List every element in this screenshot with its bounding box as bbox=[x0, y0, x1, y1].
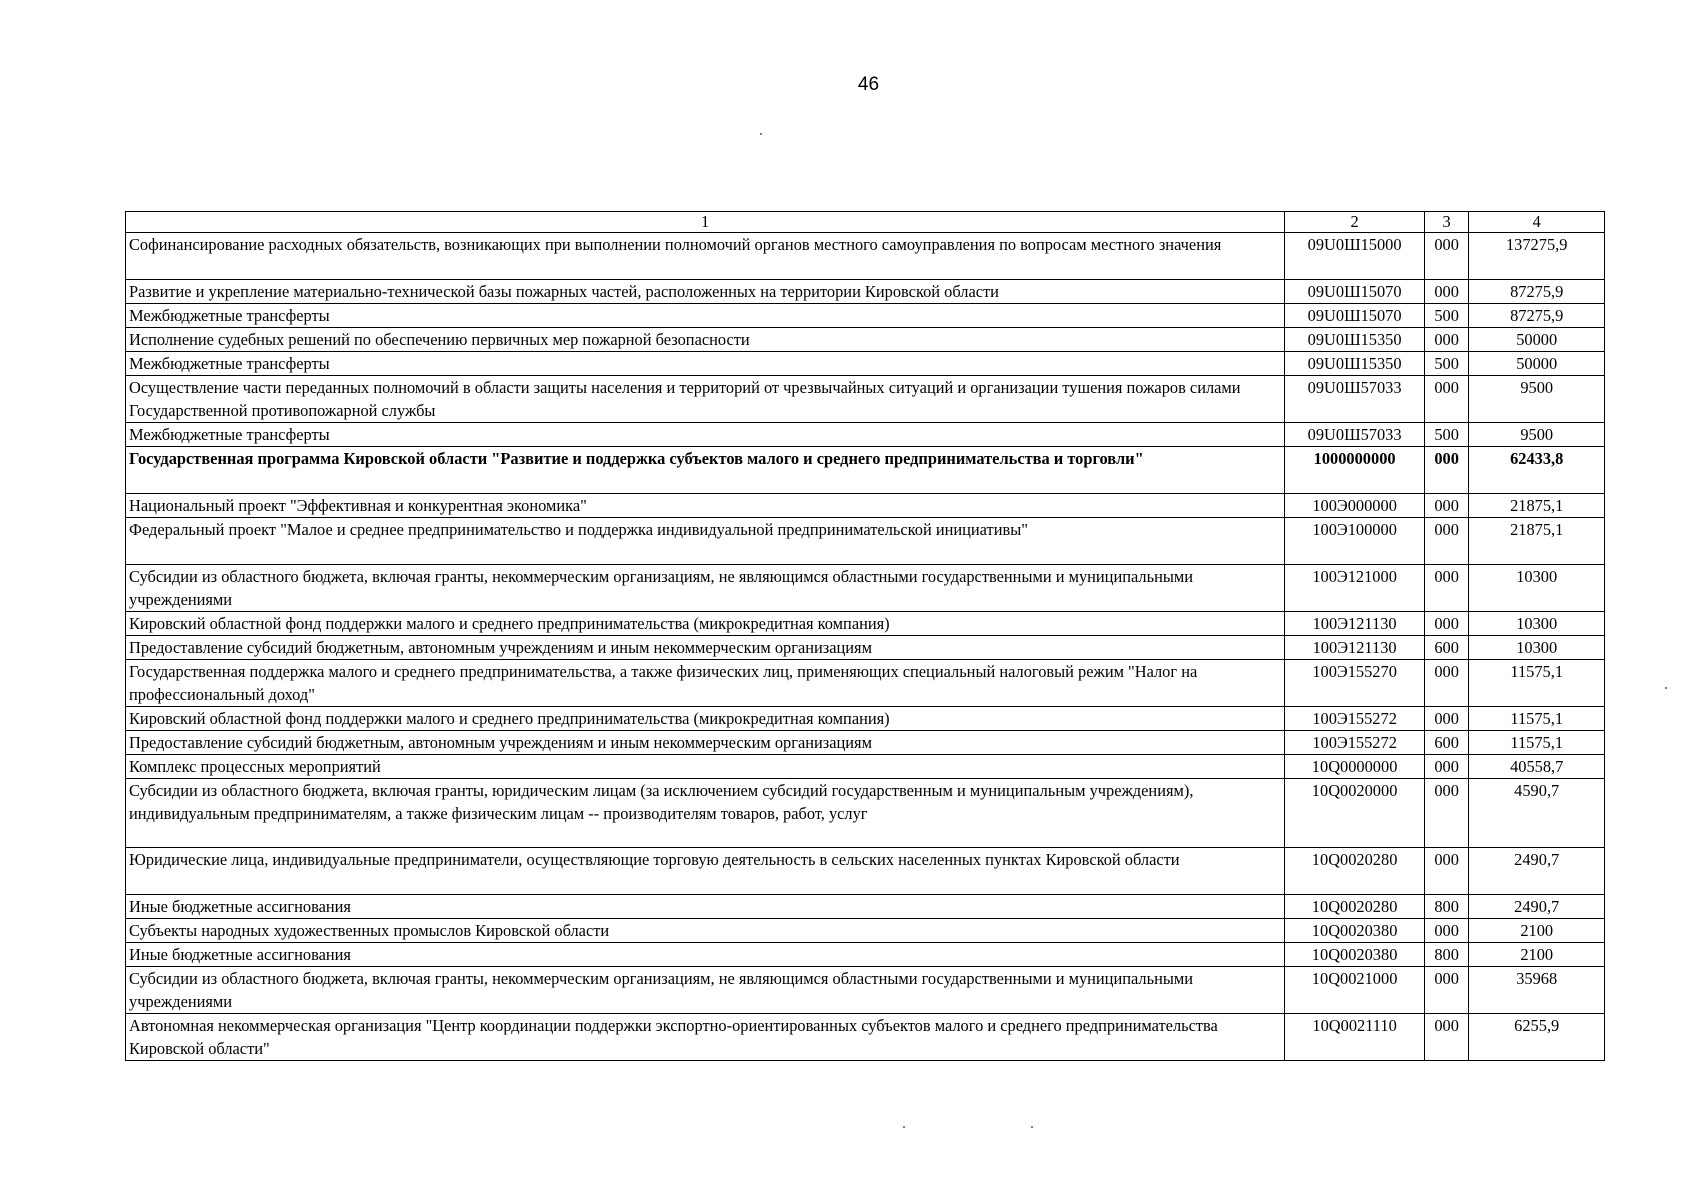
row-code: 10Q0020380 bbox=[1285, 943, 1425, 967]
row-type: 000 bbox=[1424, 233, 1469, 280]
row-amount: 4590,7 bbox=[1469, 779, 1605, 848]
row-amount: 10300 bbox=[1469, 565, 1605, 612]
table-row bbox=[126, 352, 1605, 376]
table-row bbox=[126, 636, 1605, 660]
row-name: Государственная поддержка малого и среднего предпринимательства, а также физических лиц, применяющих специальный налоговый режим "Налог на профессиональный доход" bbox=[126, 660, 1285, 707]
row-type: 000 bbox=[1424, 755, 1469, 779]
budget-table bbox=[125, 211, 1605, 1061]
row-amount: 62433,8 bbox=[1469, 447, 1605, 494]
row-type: 000 bbox=[1424, 328, 1469, 352]
row-code: 10Q0020380 bbox=[1285, 919, 1425, 943]
row-type: 000 bbox=[1424, 779, 1469, 848]
row-type: 000 bbox=[1424, 447, 1469, 494]
row-name: Исполнение судебных решений по обеспечению первичных мер пожарной безопасности bbox=[126, 328, 1285, 352]
row-name: Национальный проект "Эффективная и конкурентная экономика" bbox=[126, 494, 1285, 518]
row-type: 600 bbox=[1424, 731, 1469, 755]
row-name: Межбюджетные трансферты bbox=[126, 304, 1285, 328]
row-amount: 40558,7 bbox=[1469, 755, 1605, 779]
row-name: Межбюджетные трансферты bbox=[126, 423, 1285, 447]
table-row bbox=[126, 376, 1605, 423]
row-code: 100Э000000 bbox=[1285, 494, 1425, 518]
table-row bbox=[126, 328, 1605, 352]
page-number: 46 bbox=[857, 74, 880, 95]
table-row bbox=[126, 494, 1605, 518]
row-name: Иные бюджетные ассигнования bbox=[126, 943, 1285, 967]
row-name: Софинансирование расходных обязательств, возникающих при выполнении полномочий органов местного самоуправления по вопросам местного значения bbox=[126, 233, 1285, 280]
header-col-3: 3 bbox=[1424, 212, 1469, 233]
row-name: Межбюджетные трансферты bbox=[126, 352, 1285, 376]
table-row bbox=[126, 447, 1605, 494]
row-amount: 10300 bbox=[1469, 612, 1605, 636]
header-col-4: 4 bbox=[1469, 212, 1605, 233]
row-type: 500 bbox=[1424, 304, 1469, 328]
row-amount: 2100 bbox=[1469, 943, 1605, 967]
row-type: 000 bbox=[1424, 376, 1469, 423]
table-row bbox=[126, 731, 1605, 755]
row-code: 100Э121000 bbox=[1285, 565, 1425, 612]
row-name: Субсидии из областного бюджета, включая гранты, юридическим лицам (за исключением субсидий государственным и муниципальным учреждениям), индивидуальным предпринимателям, а также физическим лицам -- производителям товаров, работ, услуг bbox=[126, 779, 1285, 848]
row-code: 10Q0021000 bbox=[1285, 967, 1425, 1014]
scan-speck bbox=[903, 1126, 905, 1128]
row-code: 100Э100000 bbox=[1285, 518, 1425, 565]
scan-speck bbox=[760, 133, 762, 135]
row-name: Предоставление субсидий бюджетным, автономным учреждениям и иным некоммерческим организациям bbox=[126, 636, 1285, 660]
row-type: 000 bbox=[1424, 518, 1469, 565]
row-amount: 87275,9 bbox=[1469, 280, 1605, 304]
row-type: 000 bbox=[1424, 660, 1469, 707]
row-code: 09U0Ш15350 bbox=[1285, 328, 1425, 352]
row-name: Иные бюджетные ассигнования bbox=[126, 895, 1285, 919]
row-type: 000 bbox=[1424, 612, 1469, 636]
row-type: 000 bbox=[1424, 280, 1469, 304]
row-code: 100Э155272 bbox=[1285, 731, 1425, 755]
row-name: Автономная некоммерческая организация "Центр координации поддержки экспортно-ориентированных субъектов малого и среднего предпринимательства Кировской области" bbox=[126, 1014, 1285, 1061]
row-amount: 21875,1 bbox=[1469, 518, 1605, 565]
row-code: 09U0Ш15000 bbox=[1285, 233, 1425, 280]
row-amount: 6255,9 bbox=[1469, 1014, 1605, 1061]
table-row bbox=[126, 779, 1605, 848]
row-amount: 35968 bbox=[1469, 967, 1605, 1014]
table-row bbox=[126, 660, 1605, 707]
row-code: 09U0Ш15070 bbox=[1285, 304, 1425, 328]
row-type: 000 bbox=[1424, 565, 1469, 612]
table-row bbox=[126, 919, 1605, 943]
row-amount: 11575,1 bbox=[1469, 660, 1605, 707]
scan-speck bbox=[1665, 687, 1667, 689]
table-row bbox=[126, 233, 1605, 280]
row-code: 09U0Ш15350 bbox=[1285, 352, 1425, 376]
row-code: 09U0Ш57033 bbox=[1285, 376, 1425, 423]
header-row bbox=[126, 212, 1605, 233]
row-amount: 9500 bbox=[1469, 376, 1605, 423]
row-type: 800 bbox=[1424, 943, 1469, 967]
row-type: 500 bbox=[1424, 423, 1469, 447]
row-amount: 10300 bbox=[1469, 636, 1605, 660]
row-amount: 137275,9 bbox=[1469, 233, 1605, 280]
row-name: Юридические лица, индивидуальные предприниматели, осуществляющие торговую деятельность в сельских населенных пунктах Кировской области bbox=[126, 848, 1285, 895]
row-type: 000 bbox=[1424, 494, 1469, 518]
row-name: Субсидии из областного бюджета, включая гранты, некоммерческим организациям, не являющимся областными государственными и муниципальными учреждениями bbox=[126, 565, 1285, 612]
row-code: 100Э121130 bbox=[1285, 612, 1425, 636]
table-row bbox=[126, 707, 1605, 731]
table-row bbox=[126, 1014, 1605, 1061]
scan-speck bbox=[1031, 1126, 1033, 1128]
table-row bbox=[126, 848, 1605, 895]
table-row bbox=[126, 280, 1605, 304]
row-type: 000 bbox=[1424, 919, 1469, 943]
row-name: Развитие и укрепление материально-технической базы пожарных частей, расположенных на территории Кировской области bbox=[126, 280, 1285, 304]
row-amount: 2490,7 bbox=[1469, 848, 1605, 895]
table-row bbox=[126, 518, 1605, 565]
row-code: 10Q0020280 bbox=[1285, 895, 1425, 919]
row-amount: 2100 bbox=[1469, 919, 1605, 943]
row-code: 10Q0000000 bbox=[1285, 755, 1425, 779]
row-amount: 21875,1 bbox=[1469, 494, 1605, 518]
row-code: 09U0Ш15070 bbox=[1285, 280, 1425, 304]
row-name: Предоставление субсидий бюджетным, автономным учреждениям и иным некоммерческим организациям bbox=[126, 731, 1285, 755]
table-row bbox=[126, 967, 1605, 1014]
row-code: 10Q0020000 bbox=[1285, 779, 1425, 848]
row-amount: 50000 bbox=[1469, 328, 1605, 352]
row-name: Осуществление части переданных полномочий в области защиты населения и территорий от чрезвычайных ситуаций и организации тушения пожаров силами Государственной противопожарной службы bbox=[126, 376, 1285, 423]
row-type: 500 bbox=[1424, 352, 1469, 376]
table-row bbox=[126, 612, 1605, 636]
header-col-2: 2 bbox=[1285, 212, 1425, 233]
row-code: 100Э155270 bbox=[1285, 660, 1425, 707]
row-name: Кировский областной фонд поддержки малого и среднего предпринимательства (микрокредитная компания) bbox=[126, 707, 1285, 731]
row-code: 10Q0020280 bbox=[1285, 848, 1425, 895]
row-type: 800 bbox=[1424, 895, 1469, 919]
row-code: 10Q0021110 bbox=[1285, 1014, 1425, 1061]
row-amount: 11575,1 bbox=[1469, 707, 1605, 731]
header-col-1: 1 bbox=[126, 212, 1285, 233]
row-name: Государственная программа Кировской области "Развитие и поддержка субъектов малого и среднего предпринимательства и торговли" bbox=[126, 447, 1285, 494]
table-row bbox=[126, 565, 1605, 612]
row-amount: 11575,1 bbox=[1469, 731, 1605, 755]
row-name: Кировский областной фонд поддержки малого и среднего предпринимательства (микрокредитная компания) bbox=[126, 612, 1285, 636]
row-name: Комплекс процессных мероприятий bbox=[126, 755, 1285, 779]
row-type: 000 bbox=[1424, 1014, 1469, 1061]
row-amount: 87275,9 bbox=[1469, 304, 1605, 328]
row-amount: 50000 bbox=[1469, 352, 1605, 376]
table-row bbox=[126, 423, 1605, 447]
row-code: 09U0Ш57033 bbox=[1285, 423, 1425, 447]
row-amount: 9500 bbox=[1469, 423, 1605, 447]
row-type: 600 bbox=[1424, 636, 1469, 660]
row-type: 000 bbox=[1424, 848, 1469, 895]
row-type: 000 bbox=[1424, 967, 1469, 1014]
table-row bbox=[126, 755, 1605, 779]
row-code: 100Э121130 bbox=[1285, 636, 1425, 660]
row-name: Субсидии из областного бюджета, включая гранты, некоммерческим организациям, не являющимся областными государственными и муниципальными учреждениями bbox=[126, 967, 1285, 1014]
row-name: Субъекты народных художественных промыслов Кировской области bbox=[126, 919, 1285, 943]
row-amount: 2490,7 bbox=[1469, 895, 1605, 919]
row-code: 100Э155272 bbox=[1285, 707, 1425, 731]
table-row bbox=[126, 943, 1605, 967]
row-name: Федеральный проект "Малое и среднее предпринимательство и поддержка индивидуальной предпринимательской инициативы" bbox=[126, 518, 1285, 565]
table-row bbox=[126, 304, 1605, 328]
row-code: 1000000000 bbox=[1285, 447, 1425, 494]
row-type: 000 bbox=[1424, 707, 1469, 731]
table-row bbox=[126, 895, 1605, 919]
